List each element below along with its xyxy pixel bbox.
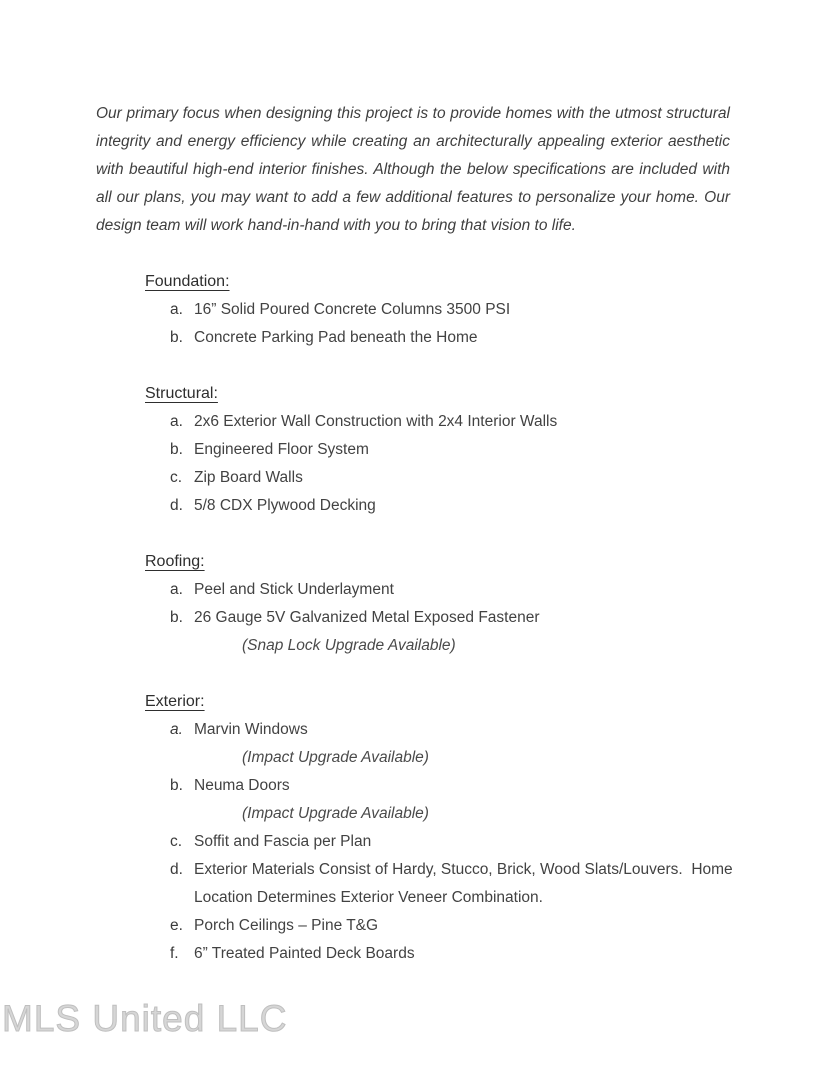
list-item-note: (Impact Upgrade Available) <box>242 805 429 822</box>
list-marker: a. <box>170 301 183 318</box>
list-marker: e. <box>170 917 183 934</box>
list-item-text: Concrete Parking Pad beneath the Home <box>194 329 478 346</box>
list-marker: c. <box>170 469 183 486</box>
list-marker: b. <box>170 441 183 458</box>
list-item <box>145 856 746 912</box>
list-item-text: 2x6 Exterior Wall Construction with 2x4 Interior Walls <box>194 413 558 430</box>
list-item-text: 6” Treated Painted Deck Boards <box>194 945 415 962</box>
list-item-text: Neuma Doors <box>194 777 290 794</box>
list-item-text: Peel and Stick Underlayment <box>194 581 394 598</box>
section-heading: Structural: <box>145 385 218 402</box>
list-marker: b. <box>170 329 183 346</box>
list-item-text: Exterior Materials Consist of Hardy, Stucco, Brick, Wood Slats/Louvers. Home Location Determines Exterior Veneer Combination. <box>194 861 733 906</box>
list-marker: d. <box>170 861 183 878</box>
list-marker: a. <box>170 721 183 738</box>
list-item <box>145 324 746 352</box>
list-item-text: 16” Solid Poured Concrete Columns 3500 PSI <box>194 301 511 318</box>
list-item-text: Engineered Floor System <box>194 441 369 458</box>
list-item <box>145 296 746 324</box>
list-item-text: Zip Board Walls <box>194 469 303 486</box>
list-marker: a. <box>170 413 183 430</box>
list-item-text: 26 Gauge 5V Galvanized Metal Exposed Fastener <box>194 609 540 626</box>
list-marker: d. <box>170 497 183 514</box>
intro-paragraph: Our primary focus when designing this project is to provide homes with the utmost structural integrity and energy efficiency while creating an architecturally appealing exterior aesthetic with beautiful high-end interior finishes. Although the below specifications are included with all our plans, you may want to add a few additional features to personalize your home. Our design team will work hand-in-hand with you to bring that vision to life. <box>96 105 730 234</box>
list-item-note: (Impact Upgrade Available) <box>242 749 429 766</box>
spec-section <box>96 268 746 352</box>
spec-section <box>96 380 746 520</box>
section-heading: Foundation: <box>145 273 230 290</box>
list-item-text: Marvin Windows <box>194 721 308 738</box>
watermark: MLS United LLC <box>2 998 288 1039</box>
list-item <box>145 576 746 604</box>
list-item <box>145 940 746 968</box>
list-item-text: 5/8 CDX Plywood Decking <box>194 497 376 514</box>
list-item <box>145 828 746 856</box>
list-item <box>145 464 746 492</box>
list-marker: b. <box>170 609 183 626</box>
list-marker: a. <box>170 581 183 598</box>
page-content <box>96 100 746 968</box>
spec-sections <box>96 268 746 968</box>
list-item <box>145 408 746 436</box>
list-item-text: Porch Ceilings – Pine T&G <box>194 917 379 934</box>
section-heading: Roofing: <box>145 553 205 570</box>
section-heading: Exterior: <box>145 693 205 710</box>
list-item <box>145 604 746 632</box>
list-item-note: (Snap Lock Upgrade Available) <box>242 637 456 654</box>
list-marker: c. <box>170 833 183 850</box>
list-item-text: Soffit and Fascia per Plan <box>194 833 372 850</box>
list-marker: b. <box>170 777 183 794</box>
list-marker: f. <box>170 945 179 962</box>
list-item <box>145 716 746 744</box>
list-item <box>145 912 746 940</box>
list-item <box>145 436 746 464</box>
list-item <box>145 492 746 520</box>
spec-section <box>96 548 746 660</box>
spec-section <box>96 688 746 968</box>
list-item <box>145 772 746 800</box>
